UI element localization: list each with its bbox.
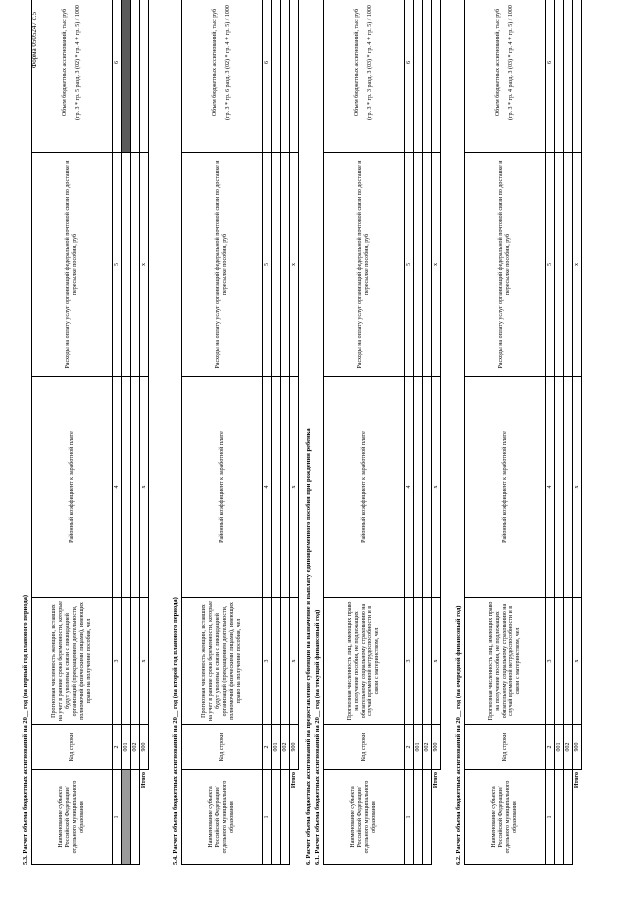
row-code: 900 xyxy=(140,725,149,770)
col-expenses: Расходы на оплату услуг организаций федеральной почтовой связи по доставке и пересылке пособия, руб xyxy=(465,153,546,377)
table-6-2 xyxy=(464,0,582,865)
cell xyxy=(272,0,281,153)
colnum: 6 xyxy=(263,0,272,153)
section-6-1 xyxy=(305,5,441,865)
colnum: 3 xyxy=(263,598,272,725)
cell xyxy=(423,770,432,865)
x-cell: x xyxy=(432,377,441,598)
col-people: Прогнозная численность женщин, вставших на учет в ранние сроки беременности, которые будут уволены в связи с ликвидацией организаций (прекращением деятельности, полномочий физическими лицами), имеющих право на получение пособия, чел xyxy=(32,598,113,725)
colnum: 2 xyxy=(113,725,122,770)
cell xyxy=(272,153,281,377)
col-expenses: Расходы на оплату услуг организаций федеральной почтовой связи по доставке и пересылке пособия, руб xyxy=(182,153,263,377)
cell xyxy=(290,0,299,153)
cell xyxy=(122,0,131,153)
section-6-title: 6. Расчет объема бюджетных ассигнований на предоставление субвенции на назначение и выплату единовременного пособия при рождении ребенка xyxy=(305,428,312,865)
cell xyxy=(564,0,573,153)
col-subject: Наименование субъекта Российской Федерации/отдельного муниципального образования xyxy=(465,770,546,865)
cell xyxy=(555,153,564,377)
colnum: 1 xyxy=(405,770,414,865)
cell xyxy=(414,770,423,865)
colnum: 6 xyxy=(546,0,555,153)
col-expenses: Расходы на оплату услуг организаций федеральной почтовой связи по доставке и пересылке пособия, руб xyxy=(32,153,113,377)
col-volume: Объем бюджетных ассигнований, тыс руб (гр. 3 * гр. 6 разд. 3 (02) * гр. 4 + гр. 5) / 1000 xyxy=(182,0,263,153)
cell xyxy=(414,377,423,598)
section-5-4-title: 5.4. Расчет объема бюджетных ассигнований на 20__ год (на второй год планового периода) xyxy=(172,597,179,865)
row-code: 900 xyxy=(290,725,299,770)
section-5-3-title: 5.3. Расчет объема бюджетных ассигнований на 20__ год (на первый год планового периода) xyxy=(22,594,29,865)
cell xyxy=(564,598,573,725)
col-coef: Районный коэффициент к заработной плате xyxy=(324,377,405,598)
cell xyxy=(122,770,131,865)
colnum: 2 xyxy=(263,725,272,770)
x-cell: x xyxy=(140,598,149,725)
total-label: Итого xyxy=(573,772,580,789)
colnum: 3 xyxy=(113,598,122,725)
section-6-2-title: 6.2. Расчет объема бюджетных ассигнований на 20__ год (на очередной финансовый год) xyxy=(455,605,462,865)
col-code: Код строки xyxy=(465,725,546,770)
colnum: 3 xyxy=(546,598,555,725)
cell xyxy=(281,153,290,377)
x-cell: x xyxy=(290,598,299,725)
table-6-1 xyxy=(323,0,441,865)
total-label: Итого xyxy=(432,772,439,789)
row-code: 002 xyxy=(131,725,140,770)
cell xyxy=(414,0,423,153)
colnum: 1 xyxy=(546,770,555,865)
col-code: Код строки xyxy=(182,725,263,770)
col-code: Код строки xyxy=(324,725,405,770)
colnum: 6 xyxy=(405,0,414,153)
cell xyxy=(272,598,281,725)
colnum: 4 xyxy=(546,377,555,598)
cell xyxy=(131,377,140,598)
row-code: 001 xyxy=(414,725,423,770)
col-volume: Объем бюджетных ассигнований, тыс руб (гр. 3 * гр. 4 разд. 3 (03) * гр. 4 + гр. 5) / 1000 xyxy=(465,0,546,153)
x-cell: x xyxy=(432,598,441,725)
colnum: 5 xyxy=(113,153,122,377)
cell xyxy=(131,0,140,153)
colnum: 4 xyxy=(263,377,272,598)
cell xyxy=(281,598,290,725)
cell xyxy=(555,598,564,725)
cell xyxy=(555,377,564,598)
form-code: Форма 0505247 с.5 xyxy=(30,12,38,69)
row-code: 002 xyxy=(423,725,432,770)
colnum: 4 xyxy=(405,377,414,598)
col-volume: Объем бюджетных ассигнований, тыс руб (гр. 3 * гр. 3 разд. 3 (03) * гр. 4 + гр. 5) / 1000 xyxy=(324,0,405,153)
colnum: 5 xyxy=(263,153,272,377)
cell xyxy=(281,0,290,153)
section-5-3 xyxy=(22,5,149,865)
cell xyxy=(272,377,281,598)
x-cell: x xyxy=(140,377,149,598)
colnum: 5 xyxy=(546,153,555,377)
x-cell: x xyxy=(290,377,299,598)
col-volume: Объем бюджетных ассигнований, тыс руб (гр. 3 * гр. 5 разд. 3 (02) * гр. 4 + гр. 5) / 1000 xyxy=(32,0,113,153)
row-code: 002 xyxy=(564,725,573,770)
cell xyxy=(573,0,582,153)
row-code: 900 xyxy=(432,725,441,770)
col-subject: Наименование субъекта Российской Федерации/отдельного муниципального образования xyxy=(32,770,113,865)
col-coef: Районный коэффициент к заработной плате xyxy=(32,377,113,598)
cell xyxy=(272,770,281,865)
cell xyxy=(423,598,432,725)
colnum: 4 xyxy=(113,377,122,598)
cell xyxy=(140,0,149,153)
x-cell: x xyxy=(432,153,441,377)
row-code: 001 xyxy=(272,725,281,770)
row-code: 002 xyxy=(281,725,290,770)
cell xyxy=(131,598,140,725)
col-subject: Наименование субъекта Российской Федерации/отдельного муниципального образования xyxy=(324,770,405,865)
colnum: 6 xyxy=(113,0,122,153)
cell xyxy=(555,0,564,153)
cell xyxy=(414,598,423,725)
col-coef: Районный коэффициент к заработной плате xyxy=(182,377,263,598)
colnum: 1 xyxy=(113,770,122,865)
cell xyxy=(122,153,131,377)
col-coef: Районный коэффициент к заработной плате xyxy=(465,377,546,598)
cell xyxy=(564,153,573,377)
x-cell: x xyxy=(573,153,582,377)
row-code: 900 xyxy=(573,725,582,770)
x-cell: x xyxy=(573,598,582,725)
colnum: 2 xyxy=(546,725,555,770)
table-5-3 xyxy=(31,0,149,865)
cell xyxy=(423,377,432,598)
colnum: 1 xyxy=(263,770,272,865)
x-cell: x xyxy=(573,377,582,598)
cell xyxy=(432,0,441,153)
cell xyxy=(281,377,290,598)
cell xyxy=(423,153,432,377)
col-people: Прогнозная численность лиц, имеющих право на получение пособия, не подлежащих обязательному социальному страхованию на случай временной нетрудоспособности и в связи с материнством, чел xyxy=(465,598,546,725)
cell xyxy=(131,770,140,865)
colnum: 3 xyxy=(405,598,414,725)
row-code: 001 xyxy=(122,725,131,770)
section-5-4 xyxy=(172,5,299,865)
cell xyxy=(281,770,290,865)
colnum: 5 xyxy=(405,153,414,377)
cell xyxy=(564,377,573,598)
col-expenses: Расходы на оплату услуг организаций федеральной почтовой связи по доставке и пересылке пособия, руб xyxy=(324,153,405,377)
col-subject: Наименование субъекта Российской Федерации/отдельного муниципального образования xyxy=(182,770,263,865)
cell xyxy=(122,377,131,598)
total-label: Итого xyxy=(140,772,147,789)
section-6-2 xyxy=(455,5,582,865)
col-people: Прогнозная численность женщин, вставших на учет в ранние сроки беременности, которые будут уволены в связи с ликвидацией организаций (прекращением деятельности, полномочий физическими лицами), имеющих право на получение пособия, чел xyxy=(182,598,263,725)
col-people: Прогнозная численность лиц, имеющих право на получение пособия, не подлежащих обязательному социальному страхованию на случай временной нетрудоспособности и в связи с материнством, чел xyxy=(324,598,405,725)
x-cell: x xyxy=(140,153,149,377)
cell xyxy=(414,153,423,377)
x-cell: x xyxy=(290,153,299,377)
cell xyxy=(564,770,573,865)
total-label: Итого xyxy=(290,772,297,789)
cell xyxy=(423,0,432,153)
table-5-4 xyxy=(181,0,299,865)
col-code: Код строки xyxy=(32,725,113,770)
row-code: 001 xyxy=(555,725,564,770)
cell xyxy=(122,598,131,725)
colnum: 2 xyxy=(405,725,414,770)
section-6-1-title: 6.1. Расчет объема бюджетных ассигнований на 20__ год (на текущий финансовый год) xyxy=(314,609,321,865)
cell xyxy=(555,770,564,865)
cell xyxy=(131,153,140,377)
